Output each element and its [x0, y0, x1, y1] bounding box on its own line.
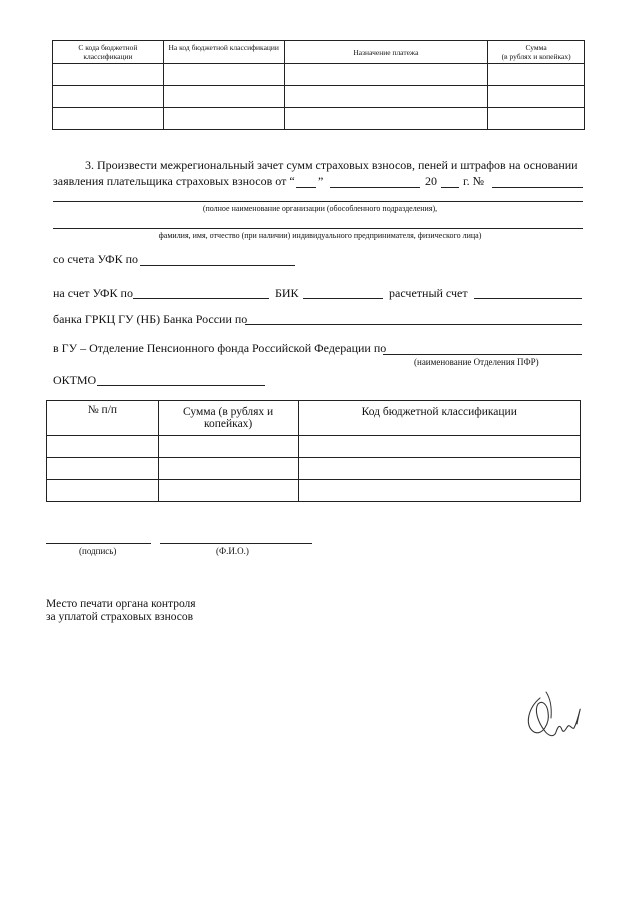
number-label: г. №: [463, 174, 485, 188]
stamp-line1: Место печати органа контроля: [46, 598, 196, 610]
pfr-field[interactable]: [383, 354, 582, 355]
from-ufk-field[interactable]: [140, 265, 295, 266]
settlement-account-label: расчетный счет: [389, 286, 468, 300]
cell[interactable]: [53, 86, 164, 108]
table-row: [53, 108, 585, 130]
org-name-caption: (полное наименование организации (обособленного подразделения),: [202, 204, 438, 213]
handwritten-signature: [520, 688, 590, 748]
date-month-field[interactable]: [330, 187, 420, 188]
fio-signature-field[interactable]: [160, 543, 312, 544]
cell[interactable]: [47, 436, 159, 458]
date-day-field[interactable]: [296, 187, 316, 188]
kbk-table: [46, 400, 581, 502]
header-amount: Сумма (в рублях и копейках): [488, 41, 585, 64]
header-sum: Сумма (в рублях и копейках): [158, 401, 298, 436]
table-header-row: [53, 41, 585, 64]
header-to-kbk: На код бюджетной классификации: [163, 41, 284, 64]
header-kbk: Код бюджетной классификации: [298, 401, 580, 436]
cell[interactable]: [163, 86, 284, 108]
item3-line1: 3. Произвести межрегиональный зачет сумм страховых взносов, пеней и штрафов на основании: [85, 158, 578, 172]
pfr-caption: (наименование Отделения ПФР): [414, 357, 539, 367]
table-row: [53, 64, 585, 86]
header-payment-purpose: Назначение платежа: [284, 41, 488, 64]
bik-field[interactable]: [303, 298, 383, 299]
signature-field[interactable]: [46, 543, 151, 544]
application-number-field[interactable]: [492, 187, 583, 188]
quote-close: ”: [318, 174, 324, 188]
bank-field[interactable]: [245, 324, 582, 325]
cell[interactable]: [53, 108, 164, 130]
cell[interactable]: [158, 436, 298, 458]
cell[interactable]: [53, 64, 164, 86]
transfer-table: [52, 40, 585, 130]
stamp-line2: за уплатой страховых взносов: [46, 611, 194, 623]
oktmo-label: ОКТМО: [53, 373, 97, 387]
cell[interactable]: [298, 480, 580, 502]
fio-field[interactable]: [53, 228, 583, 229]
table-header-row: [47, 401, 581, 436]
item3-line2-prefix: заявления плательщика страховых взносов от “: [53, 174, 295, 188]
cell[interactable]: [284, 64, 488, 86]
cell[interactable]: [488, 108, 585, 130]
cell[interactable]: [488, 86, 585, 108]
from-ufk-label: со счета УФК по: [53, 252, 139, 266]
cell[interactable]: [488, 64, 585, 86]
oktmo-field[interactable]: [97, 385, 265, 386]
cell[interactable]: [47, 458, 159, 480]
cell[interactable]: [284, 86, 488, 108]
date-year-field[interactable]: [441, 187, 459, 188]
cell[interactable]: [163, 108, 284, 130]
settlement-account-field[interactable]: [474, 298, 582, 299]
bank-label: банка ГРКЦ ГУ (НБ) Банка России по: [53, 312, 248, 326]
table-row: [47, 458, 581, 480]
header-from-kbk: С кода бюджетной классификации: [53, 41, 164, 64]
cell[interactable]: [47, 480, 159, 502]
to-ufk-field[interactable]: [133, 298, 269, 299]
fio-caption: фамилия, имя, отчество (при наличии) индивидуального предпринимателя, физического лица): [158, 231, 482, 240]
to-ufk-label: на счет УФК по: [53, 286, 133, 300]
signature-caption: (подпись): [79, 546, 117, 556]
org-name-field[interactable]: [53, 201, 583, 202]
cell[interactable]: [158, 480, 298, 502]
header-number: № п/п: [47, 401, 159, 436]
year-prefix: 20: [425, 174, 437, 188]
fio-signature-caption: (Ф.И.О.): [216, 546, 249, 556]
cell[interactable]: [298, 458, 580, 480]
cell[interactable]: [284, 108, 488, 130]
cell[interactable]: [158, 458, 298, 480]
table-row: [47, 436, 581, 458]
cell[interactable]: [298, 436, 580, 458]
table-row: [53, 86, 585, 108]
cell[interactable]: [163, 64, 284, 86]
table-row: [47, 480, 581, 502]
pfr-label: в ГУ – Отделение Пенсионного фонда Российской Федерации по: [53, 341, 387, 355]
bik-label: БИК: [275, 286, 299, 300]
